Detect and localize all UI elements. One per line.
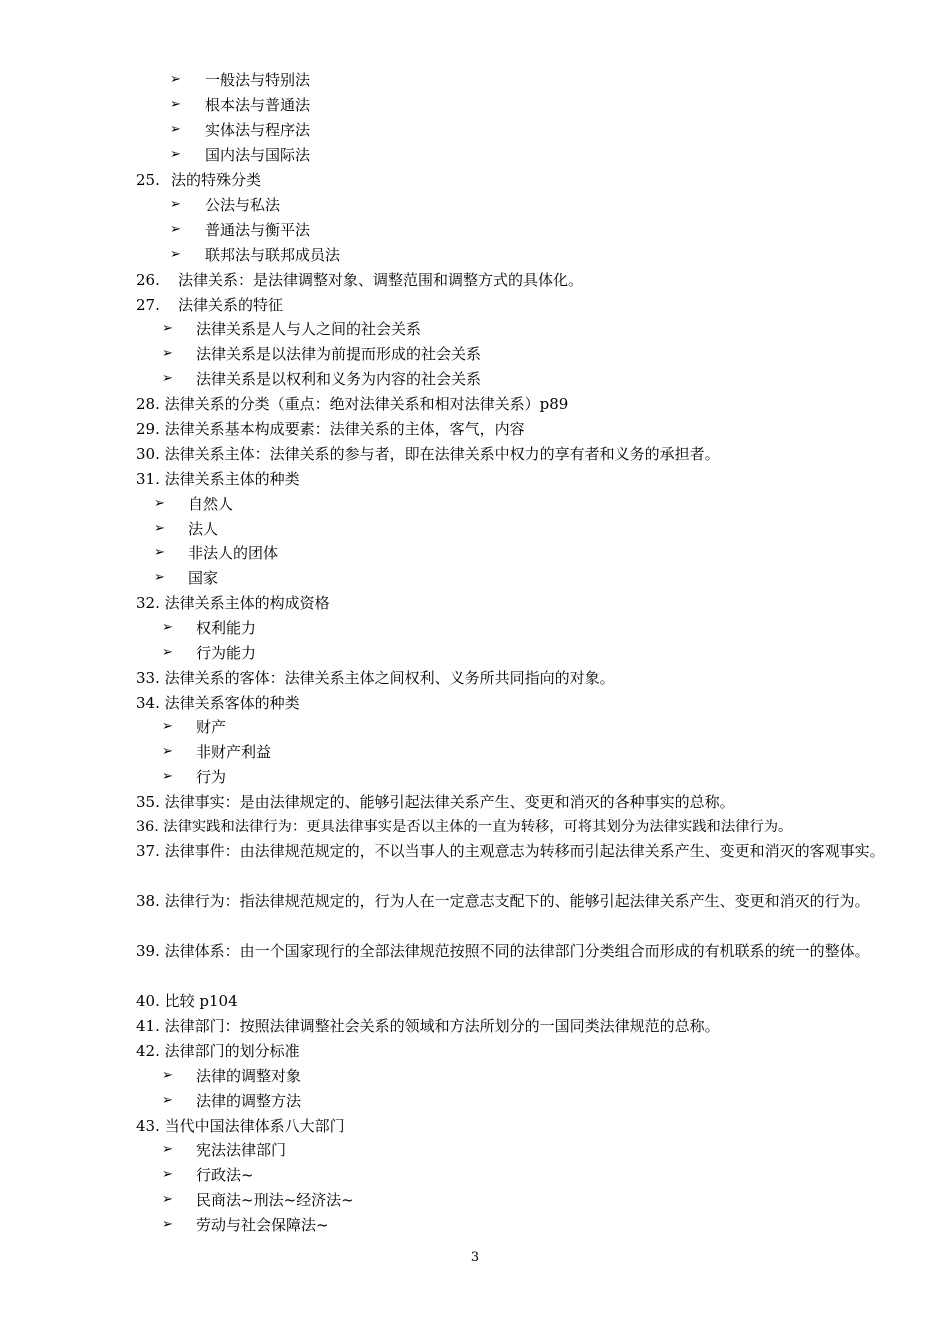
item-text: 28. 法律关系的分类（重点：绝对法律关系和相对法律关系）p89: [136, 395, 569, 413]
bullet-arrow-icon: ➢: [162, 346, 173, 361]
list-item: 一般法与特别法: [205, 71, 311, 89]
bullet-arrow-icon: ➢: [162, 620, 173, 635]
list-item: 自然人: [188, 495, 234, 513]
item-text: 法的特殊分类: [171, 171, 262, 189]
list-item: 法律关系是以法律为前提而形成的社会关系: [196, 345, 482, 363]
item-text: 39. 法律体系：由一个国家现行的全部法律规范按照不同的法律部门分类组合而形成的有机联系的统一的整体。: [136, 942, 870, 960]
list-item: 财产: [196, 718, 227, 736]
item-text: 33. 法律关系的客体：法律关系主体之间权利、义务所共同指向的对象。: [136, 669, 615, 687]
bullet-arrow-icon: ➢: [162, 371, 173, 386]
item-text: 42. 法律部门的划分标准: [136, 1042, 300, 1060]
bullet-arrow-icon: ➢: [170, 72, 181, 87]
bullet-arrow-icon: ➢: [154, 521, 165, 536]
bullet-arrow-icon: ➢: [162, 744, 173, 759]
bullet-arrow-icon: ➢: [170, 197, 181, 212]
bullet-arrow-icon: ➢: [162, 1093, 173, 1108]
bullet-arrow-icon: ➢: [162, 1167, 173, 1182]
bullet-arrow-icon: ➢: [162, 719, 173, 734]
bullet-arrow-icon: ➢: [170, 222, 181, 237]
item-text: 法律关系的特征: [178, 296, 284, 314]
bullet-arrow-icon: ➢: [162, 769, 173, 784]
list-item: 法律的调整对象: [196, 1067, 302, 1085]
item-text: 35. 法律事实：是由法律规定的、能够引起法律关系产生、变更和消灭的各种事实的总称。: [136, 793, 735, 811]
item-text: 34. 法律关系客体的种类: [136, 694, 300, 712]
bullet-arrow-icon: ➢: [162, 321, 173, 336]
list-item: 法人: [188, 520, 219, 538]
item-text: 32. 法律关系主体的构成资格: [136, 594, 330, 612]
list-item: 宪法法律部门: [196, 1141, 287, 1159]
list-item: 国内法与国际法: [205, 146, 311, 164]
bullet-arrow-icon: ➢: [170, 122, 181, 137]
page-number: 3: [470, 1250, 480, 1265]
list-item: 法律的调整方法: [196, 1092, 302, 1110]
bullet-arrow-icon: ➢: [154, 570, 165, 585]
list-item: 普通法与衡平法: [205, 221, 311, 239]
item-text: 43. 当代中国法律体系八大部门: [136, 1117, 345, 1135]
list-item: 民商法~刑法~经济法~: [196, 1191, 354, 1209]
list-item: 法律关系是以权利和义务为内容的社会关系: [196, 370, 482, 388]
list-item: 国家: [188, 569, 219, 587]
item-number: 27.: [136, 296, 160, 314]
bullet-arrow-icon: ➢: [154, 545, 165, 560]
bullet-arrow-icon: ➢: [170, 147, 181, 162]
list-item: 根本法与普通法: [205, 96, 311, 114]
list-item: 劳动与社会保障法~: [196, 1216, 329, 1234]
item-text: 40. 比较 p104: [136, 992, 238, 1010]
list-item: 公法与私法: [205, 196, 281, 214]
bullet-arrow-icon: ➢: [170, 97, 181, 112]
bullet-arrow-icon: ➢: [162, 645, 173, 660]
item-text: 29. 法律关系基本构成要素：法律关系的主体，客气，内容: [136, 420, 525, 438]
item-text: 37. 法律事件：由法律规范规定的，不以当事人的主观意志为转移而引起法律关系产生、变更和消灭的客观事实。: [136, 842, 885, 860]
item-text: 36. 法律实践和法律行为：更具法律事实是否以主体的一直为转移，可将其划分为法律实践和法律行为。: [136, 819, 793, 835]
item-number: 26.: [136, 271, 160, 289]
list-item: 实体法与程序法: [205, 121, 311, 139]
bullet-arrow-icon: ➢: [170, 247, 181, 262]
list-item: 非法人的团体: [188, 544, 279, 562]
list-item: 行为能力: [196, 644, 257, 662]
list-item: 联邦法与联邦成员法: [205, 246, 341, 264]
list-item: 非财产利益: [196, 743, 272, 761]
list-item: 权利能力: [196, 619, 257, 637]
item-text: 30. 法律关系主体：法律关系的参与者，即在法律关系中权力的享有者和义务的承担者。: [136, 445, 720, 463]
item-text: 38. 法律行为：指法律规范规定的，行为人在一定意志支配下的、能够引起法律关系产生、变更和消灭的行为。: [136, 892, 870, 910]
item-text: 31. 法律关系主体的种类: [136, 470, 300, 488]
bullet-arrow-icon: ➢: [154, 496, 165, 511]
bullet-arrow-icon: ➢: [162, 1068, 173, 1083]
bullet-arrow-icon: ➢: [162, 1192, 173, 1207]
list-item: 行政法~: [196, 1166, 254, 1184]
item-text: 法律关系：是法律调整对象、调整范围和调整方式的具体化。: [178, 271, 584, 289]
item-number: 25.: [136, 171, 160, 189]
bullet-arrow-icon: ➢: [162, 1142, 173, 1157]
bullet-arrow-icon: ➢: [162, 1217, 173, 1232]
list-item: 行为: [196, 768, 227, 786]
item-text: 41. 法律部门：按照法律调整社会关系的领域和方法所划分的一国同类法律规范的总称。: [136, 1017, 720, 1035]
list-item: 法律关系是人与人之间的社会关系: [196, 320, 422, 338]
